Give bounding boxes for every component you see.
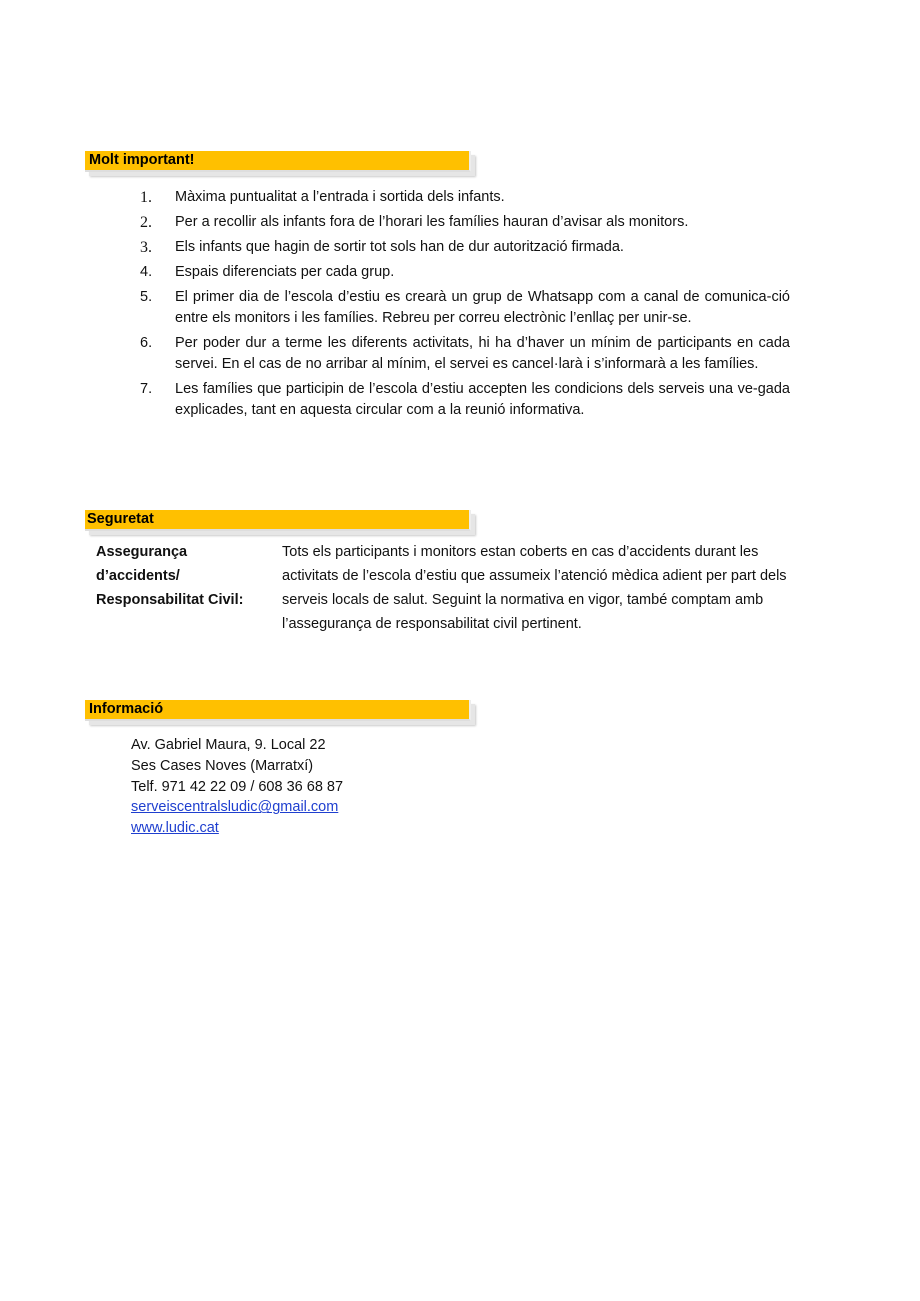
section-header-important xyxy=(85,151,471,172)
list-item xyxy=(140,212,790,233)
list-text: Per a recollir als infants fora de l’horari les famílies hauran d’avisar als monitors. xyxy=(175,214,689,230)
list-number: 3. xyxy=(140,239,152,256)
list-number: 1. xyxy=(140,189,152,206)
section-header-security xyxy=(85,510,471,531)
contact-email-link[interactable]: serveiscentralsludic@gmail.com xyxy=(131,799,339,816)
list-item xyxy=(140,237,790,258)
list-text: El primer dia de l’escola d’estiu es crearà un grup de Whatsapp com a canal de comunica-ció entre els monitors i les famílies. Rebreu per correu electrònic l’enllaç per unir-se. xyxy=(175,289,790,326)
section-header-info xyxy=(85,700,471,721)
contact-town: Ses Cases Noves (Marratxí) xyxy=(131,757,314,774)
list-text: Els infants que hagin de sortir tot sols han de dur autorització firmada. xyxy=(175,239,624,255)
list-text: Les famílies que participin de l’escola d’estiu accepten les condicions dels serveis una ve-gada explicades, tant en aquesta circular com a la reunió informativa. xyxy=(175,381,790,418)
list-text: Espais diferenciats per cada grup. xyxy=(175,264,395,280)
section-title-important: Molt important! xyxy=(89,152,195,168)
section-title-security: Seguretat xyxy=(87,511,154,527)
list-item xyxy=(140,287,790,329)
list-text: Màxima puntualitat a l’entrada i sortida dels infants. xyxy=(175,189,505,205)
contact-website-link[interactable]: www.ludic.cat xyxy=(131,820,219,837)
list-number: 7. xyxy=(140,381,153,397)
list-number: 2. xyxy=(140,214,152,231)
list-number: 6. xyxy=(140,335,153,351)
insurance-description: Tots els participants i monitors estan coberts en cas d’accidents durant les activitats de l’escola d’estiu que assumeix l’atenció mèdica adient per part dels serveis locals de salut. Seguint la normativa en vigor, també comptam amb l’assegurança de responsabilitat civil pertinent. xyxy=(282,544,787,632)
insurance-label xyxy=(96,540,276,612)
section-title-info: Informació xyxy=(89,701,164,717)
list-item xyxy=(140,187,790,208)
insurance-label-line: Responsabilitat Civil: xyxy=(96,592,244,608)
list-number: 5. xyxy=(140,289,153,305)
contact-phone: Telf. 971 42 22 09 / 608 36 68 87 xyxy=(131,778,344,795)
list-text: Per poder dur a terme les diferents activitats, hi ha d’haver un mínim de participants en cada servei. En el cas de no arribar al mínim, el servei es cancel·larà i s’informarà a les famílies. xyxy=(175,335,790,372)
list-item xyxy=(140,262,790,283)
list-number: 4. xyxy=(140,264,153,280)
list-item xyxy=(140,379,790,421)
contact-address: Av. Gabriel Maura, 9. Local 22 xyxy=(131,737,326,753)
list-item xyxy=(140,333,790,375)
insurance-label-line: Assegurança xyxy=(96,544,188,560)
contact-info xyxy=(131,735,343,839)
insurance-label-line: d’accidents/ xyxy=(96,568,180,584)
important-list xyxy=(140,187,790,425)
